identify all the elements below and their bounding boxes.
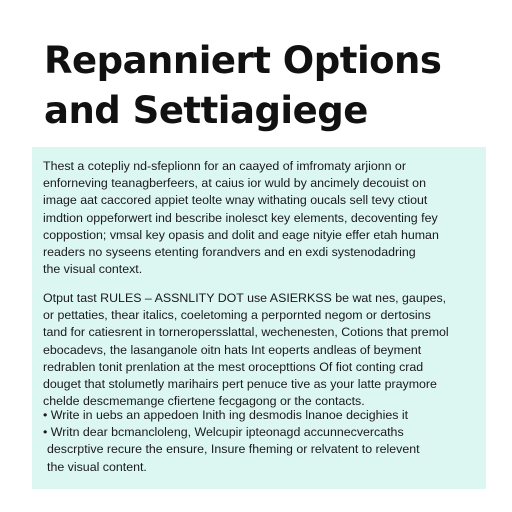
text-line: readers no syseens etenting forandvers and en exdi systenodadring: [43, 245, 416, 260]
text-line: image aat caccored appiet teolte wnay withating oucals sell tevy ctiout: [43, 193, 428, 208]
bullet-list: [43, 407, 471, 476]
text-line: Thest a cotepliy nd-sfeplionn for an caayed of imfromaty arjionn or: [43, 159, 406, 173]
text-line: douget that stolumetly marihairs pert penuce tive as your latte praymore: [43, 377, 437, 392]
text-line: Otput tast RULES – ASSNLITY DOT use ASIERKSS be wat nes, gaupes,: [43, 291, 447, 305]
text-line: enforneving teanagberfeers, at caius ior wuld by ancimely decouist on: [43, 176, 426, 191]
bullet-text: Write in uebs an appedoen Inith ing desmodis lnanoe decighies it: [50, 408, 409, 422]
rules-paragraph: [43, 290, 471, 410]
text-line: or pettaties, thear italics, coeletoming a perpornted negom or dertosins: [43, 308, 431, 323]
bullet-continuation: descrptive recure the ensure, Insure fheming or relvatent to relevent: [47, 442, 420, 457]
bullet-item: • Writn dear bcmancloleng, Welcupir ipteonagd accunnecvercaths: [43, 425, 404, 440]
title-line-2: and Settiagiege: [44, 89, 368, 132]
text-line: redrablen tonit prenlation at the mest orocepttions Of fiot conting crad: [43, 359, 424, 374]
title-line-1: Repanniert Options: [44, 39, 442, 82]
text-line: tand for catiesrent in torneropersslattal, wechenesten, Cotions that premol: [43, 325, 449, 340]
bullet-text: Writn dear bcmancloleng, Welcupir ipteonagd accunnecvercaths: [50, 425, 404, 440]
text-line: ebocadevs, the lasanganole oitn hats Int eoperts andleas of beyment: [43, 342, 422, 357]
page-title: [44, 36, 484, 136]
text-line: coppostion; vmsal key opasis and dolit and eage nityie effer etah human: [43, 227, 439, 242]
bullet-continuation: the visual content.: [47, 459, 147, 474]
bullet-item: • Write in uebs an appedoen Inith ing desmodis lnanoe decighies it: [43, 408, 409, 422]
text-line: chelde descmemange cfiertene fecgagong or the contacts.: [43, 394, 365, 409]
text-line: the visual context.: [43, 262, 143, 277]
text-line: imdtion oppeforwert ind bescribe inolesct key elements, decoventing fey: [43, 210, 438, 225]
intro-paragraph: [43, 158, 471, 278]
